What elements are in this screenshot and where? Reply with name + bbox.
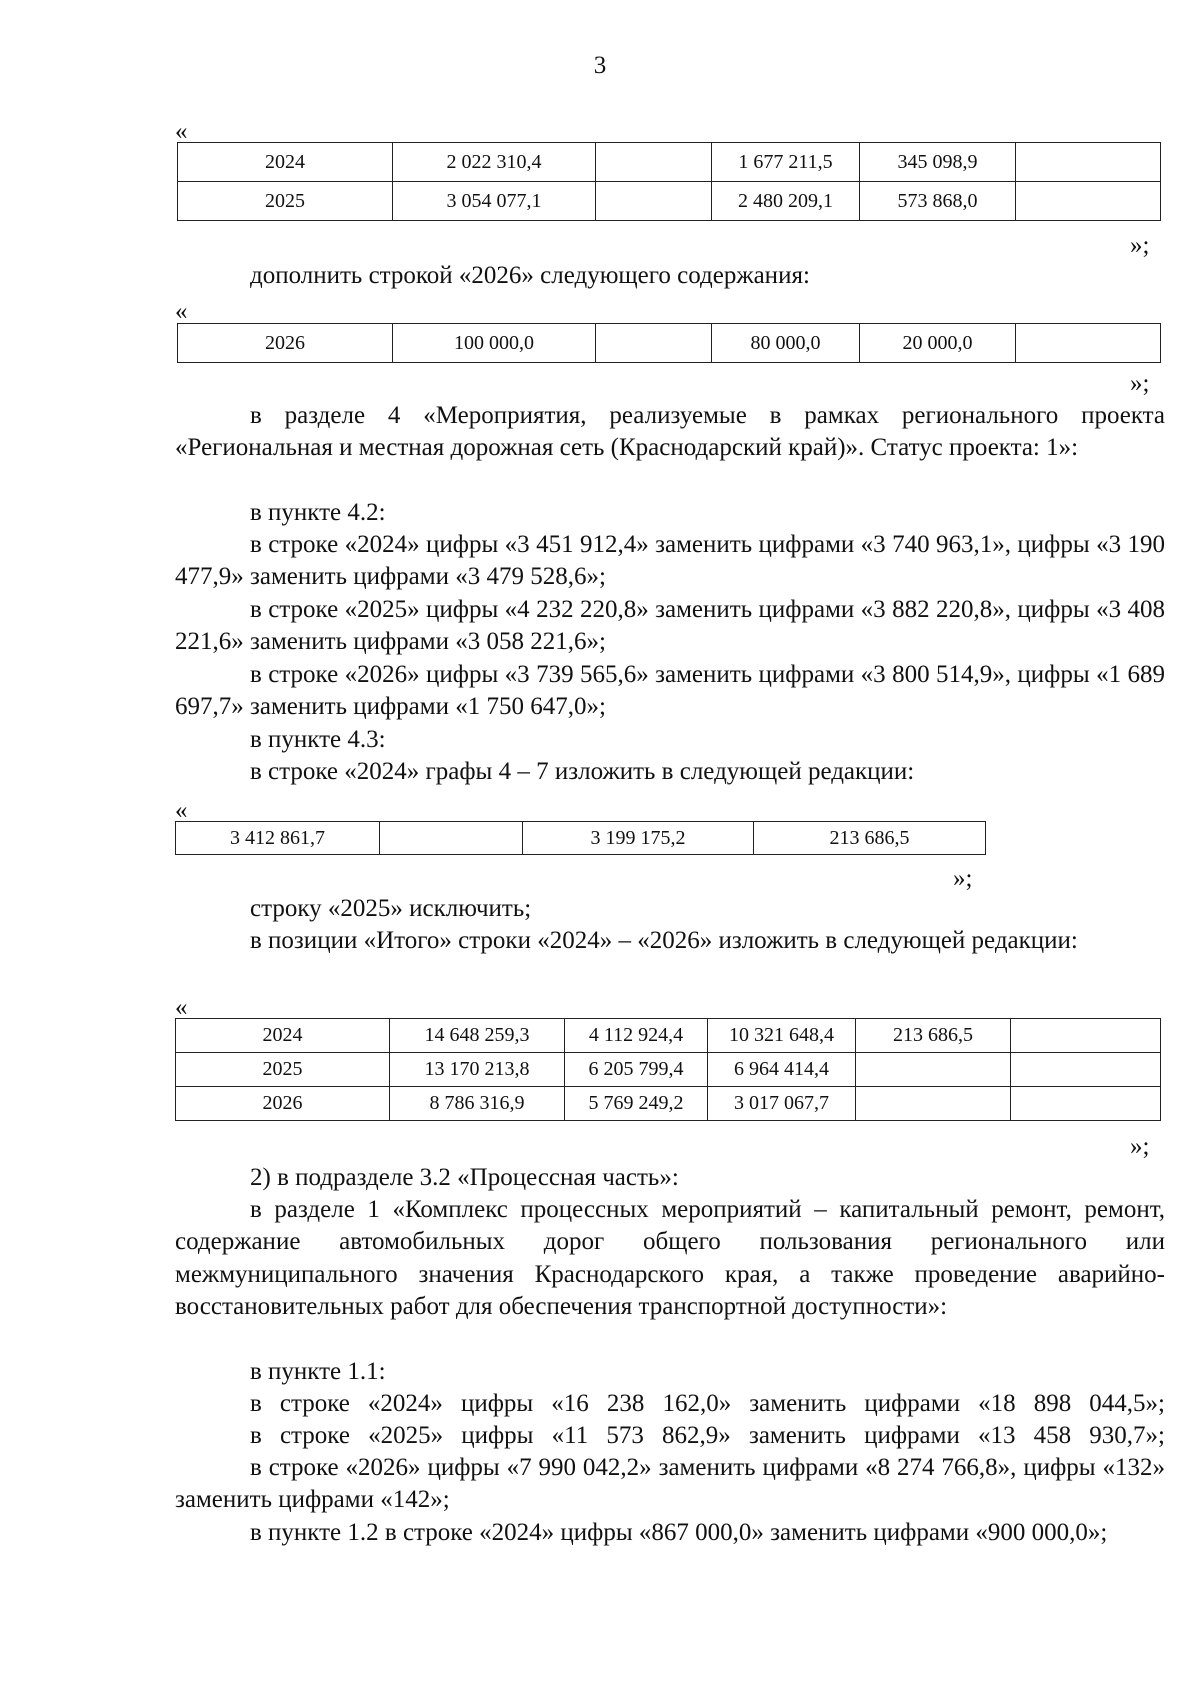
page-number: 3 [593,52,607,79]
table-cell [1016,324,1161,363]
table-cell: 1 677 211,5 [712,143,860,182]
table-cell: 573 868,0 [860,182,1016,221]
close-quote: »; [1130,232,1150,259]
table-cell: 3 199 175,2 [523,822,754,855]
paragraph-point-1-1: в пункте 1.1: [250,1358,386,1385]
table-cell: 2026 [176,1087,390,1121]
table-cell: 3 054 077,1 [393,182,596,221]
table-cell [380,822,523,855]
table-cell: 10 321 648,4 [708,1019,856,1053]
table-row [176,822,986,855]
open-quote: « [175,994,188,1021]
table-row [178,324,1161,363]
table-cell [856,1053,1011,1087]
table-cell [1011,1053,1161,1087]
paragraph-point-4-3: в пункте 4.3: [250,726,386,753]
table-cell [596,182,712,221]
table-row-2024-columns-4-7 [175,821,986,855]
close-quote: »; [1130,1133,1150,1160]
table-cell [596,324,712,363]
table-cell: 20 000,0 [860,324,1016,363]
table-cell: 14 648 259,3 [390,1019,565,1053]
table-cell: 13 170 213,8 [390,1053,565,1087]
table-row [178,182,1161,221]
paragraph-exclude-2025: строку «2025» исключить; [250,895,532,922]
table-cell: 2025 [176,1053,390,1087]
table-cell: 2026 [178,324,393,363]
paragraph-point-4-2: в пункте 4.2: [250,499,386,526]
table-year-2026 [177,323,1161,363]
table-cell: 3 412 861,7 [176,822,380,855]
table-cell: 345 098,9 [860,143,1016,182]
paragraph-row-2025-changes: в строке «2025» цифры «4 232 220,8» заменить цифрами «3 882 220,8», цифры «3 408 221,6» заменить цифрами «3 058 221,6»; [175,596,1165,656]
table-cell: 2025 [178,182,393,221]
close-quote: »; [953,865,973,892]
table-years-2024-2025 [177,142,1161,221]
paragraph-section-1: в разделе 1 «Комплекс процессных мероприятий – капитальный ремонт, ремонт, содержание автомобильных дорог общего пользования регионального или межмуниципального значения Краснодарского края, а также проведение аварийно-восстановительных работ для обеспечения транспортной доступности»: [175,1196,1165,1320]
paragraph-row-2024-columns: в строке «2024» графы 4 – 7 изложить в следующей редакции: [250,758,915,785]
table-cell: 2024 [176,1019,390,1053]
table-cell: 8 786 316,9 [390,1087,565,1121]
close-quote: »; [1130,370,1150,397]
paragraph-section-4: в разделе 4 «Мероприятия, реализуемые в рамках регионального проекта «Региональная и местная дорожная сеть (Краснодарский край)». Статус проекта: 1»: [175,402,1165,462]
table-cell [1016,143,1161,182]
paragraph-add-2026: дополнить строкой «2026» следующего содержания: [250,262,810,289]
paragraph-point-1-2: в пункте 1.2 в строке «2024» цифры «867 000,0» заменить цифрами «900 000,0»; [250,1519,1108,1546]
paragraph-row-2026-changes: в строке «2026» цифры «3 739 565,6» заменить цифрами «3 800 514,9», цифры «1 689 697,7» заменить цифрами «1 750 647,0»; [175,661,1165,721]
table-cell: 213 686,5 [754,822,986,855]
paragraph-row-2025-point-1-1: в строке «2025» цифры «11 573 862,9» заменить цифрами «13 458 930,7»; [250,1422,1165,1449]
table-cell [1011,1087,1161,1121]
table-cell: 2 480 209,1 [712,182,860,221]
table-cell [596,143,712,182]
table-cell: 2 022 310,4 [393,143,596,182]
table-cell: 6 964 414,4 [708,1053,856,1087]
paragraph-row-2024-point-1-1: в строке «2024» цифры «16 238 162,0» заменить цифрами «18 898 044,5»; [250,1390,1165,1417]
table-cell: 3 017 067,7 [708,1087,856,1121]
table-cell: 4 112 924,4 [565,1019,708,1053]
table-cell: 5 769 249,2 [565,1087,708,1121]
paragraph-row-2026-point-1-1: в строке «2026» цифры «7 990 042,2» заменить цифрами «8 274 766,8», цифры «132» заменить цифрами «142»; [175,1454,1165,1514]
paragraph-itogo: в позиции «Итого» строки «2024» – «2026» изложить в следующей редакции: [250,927,1078,954]
table-row [178,143,1161,182]
paragraph-row-2024-changes: в строке «2024» цифры «3 451 912,4» заменить цифрами «3 740 963,1», цифры «3 190 477,9» заменить цифрами «3 479 528,6»; [175,531,1165,591]
open-quote: « [175,797,188,824]
table-row [176,1019,1161,1053]
open-quote: « [175,118,188,145]
table-cell: 6 205 799,4 [565,1053,708,1087]
open-quote: « [175,298,188,325]
table-cell [856,1087,1011,1121]
table-cell: 2024 [178,143,393,182]
table-cell: 80 000,0 [712,324,860,363]
table-row [176,1087,1161,1121]
table-cell [1011,1019,1161,1053]
table-row [176,1053,1161,1087]
table-cell: 213 686,5 [856,1019,1011,1053]
table-itogo-2024-2026 [175,1018,1161,1121]
paragraph-subsection-3-2: 2) в подразделе 3.2 «Процессная часть»: [250,1164,679,1191]
table-cell: 100 000,0 [393,324,596,363]
table-cell [1016,182,1161,221]
